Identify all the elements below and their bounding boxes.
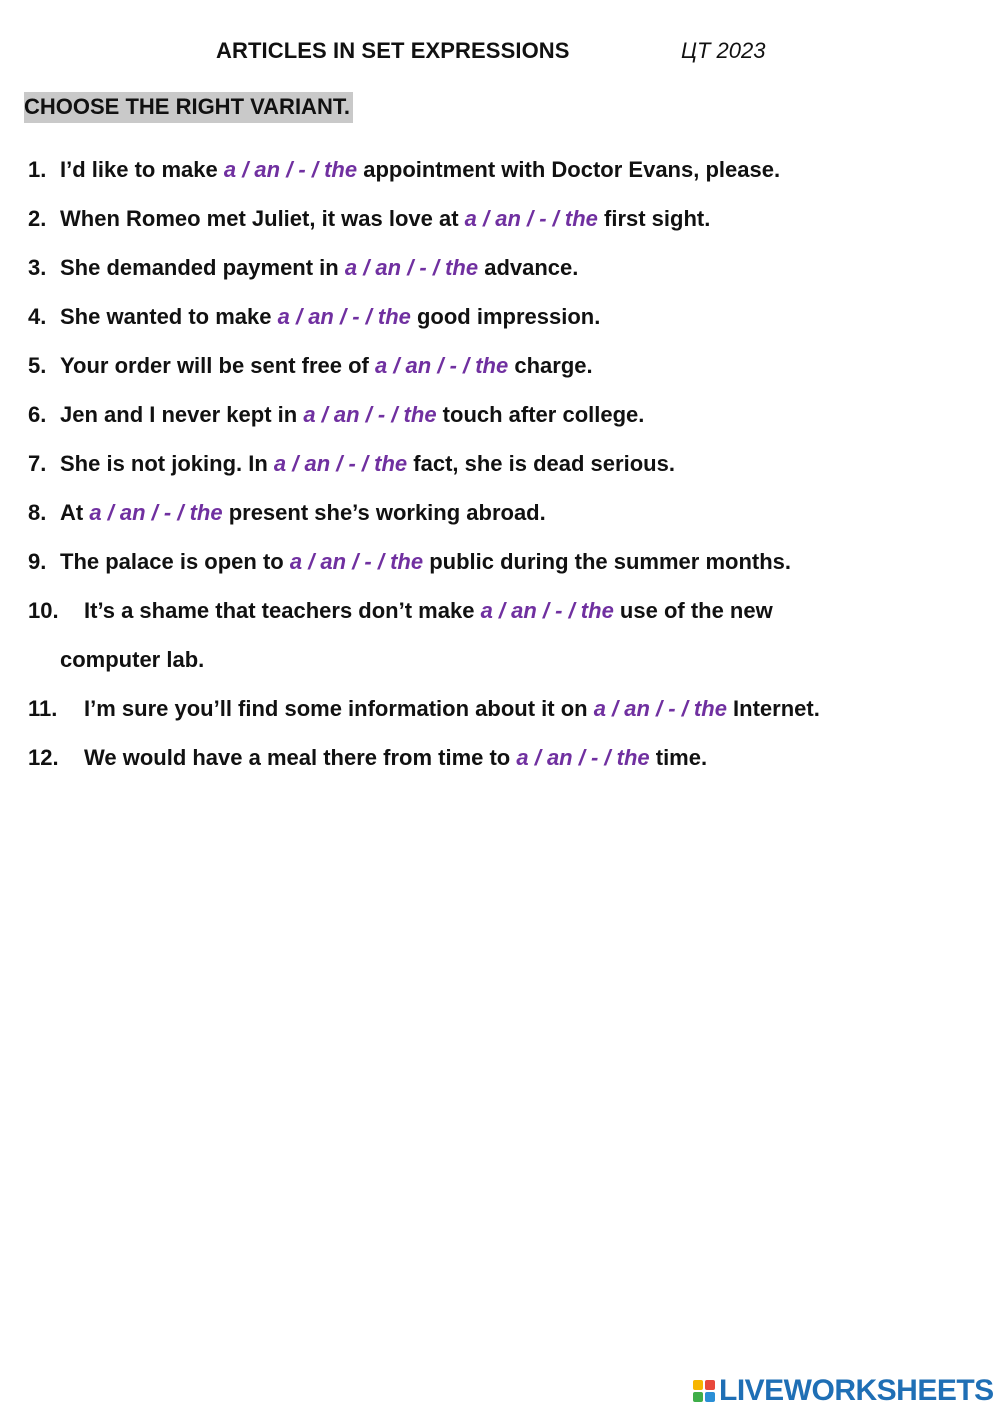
exercise-item <box>28 733 978 782</box>
article-options[interactable]: a / an / - / the <box>289 549 424 574</box>
item-number: 5. <box>28 353 47 378</box>
article-options[interactable]: a / an / - / the <box>344 255 479 280</box>
item-number: 3. <box>28 255 47 280</box>
exercise-item <box>28 292 978 341</box>
item-text-after: advance. <box>478 255 579 280</box>
exercise-item <box>28 684 978 733</box>
item-text <box>84 684 978 733</box>
item-text <box>60 488 978 537</box>
item-text <box>60 341 978 390</box>
item-text-after: good impression. <box>410 304 601 329</box>
article-options[interactable]: a / an / - / the <box>464 206 598 231</box>
exercise-item <box>28 586 978 635</box>
item-number: 12. <box>28 745 59 770</box>
item-text-after: public during the summer months. <box>423 549 792 574</box>
item-text-before: She wanted to make <box>60 304 278 329</box>
item-number: 9. <box>28 549 47 574</box>
item-number: 6. <box>28 402 47 427</box>
exercise-item <box>28 488 978 537</box>
item-text <box>60 537 978 586</box>
brand-name: LIVEWORKSHEETS <box>719 1374 994 1407</box>
item-text <box>84 733 978 782</box>
item-text-continuation: computer lab. <box>60 647 205 672</box>
article-options[interactable]: a / an / - / the <box>516 745 650 770</box>
item-text <box>60 145 978 194</box>
logo-square-icon <box>705 1380 715 1390</box>
article-options[interactable]: a / an / - / the <box>374 353 509 378</box>
exercise-item <box>28 145 978 194</box>
logo-square-icon <box>693 1380 703 1390</box>
item-text-before: Jen and I never kept in <box>60 402 304 427</box>
item-text-after: time. <box>649 745 708 770</box>
item-text-before: I’m sure you’ll find some information about it on <box>84 696 594 721</box>
item-number: 2. <box>28 206 47 231</box>
article-options[interactable]: a / an / - / the <box>277 304 411 329</box>
item-number: 11. <box>28 696 58 721</box>
liveworksheets-logo[interactable] <box>693 1374 994 1408</box>
item-text <box>60 194 978 243</box>
item-text <box>60 243 978 292</box>
item-number: 8. <box>28 500 47 525</box>
article-options[interactable]: a / an / - / the <box>273 451 408 476</box>
exercise-item <box>28 194 978 243</box>
item-text <box>60 292 978 341</box>
item-text-after: Internet. <box>726 696 820 721</box>
logo-square-icon <box>693 1392 703 1402</box>
exercise-item <box>28 390 978 439</box>
worksheet-title: ARTICLES IN SET EXPRESSIONS <box>216 38 570 63</box>
article-options[interactable]: a / an / - / the <box>480 598 614 623</box>
instruction-heading: CHOOSE THE RIGHT VARIANT. <box>24 92 353 123</box>
article-options[interactable]: a / an / - / the <box>303 402 437 427</box>
exercise-item <box>28 439 978 488</box>
item-text-after: present she’s working abroad. <box>222 500 546 525</box>
item-text-after: appointment with Doctor Evans, please. <box>357 157 781 182</box>
item-number: 4. <box>28 304 47 329</box>
item-text-before: When Romeo met Juliet, it was love at <box>60 206 465 231</box>
item-text-after: fact, she is dead serious. <box>407 451 675 476</box>
item-text <box>60 390 978 439</box>
item-text-before: Your order will be sent free of <box>60 353 375 378</box>
item-text-before: She demanded payment in <box>60 255 345 280</box>
exercise-item-continuation <box>28 635 978 684</box>
item-text <box>60 439 978 488</box>
item-text-after: use of the new <box>613 598 773 623</box>
exercise-item <box>28 243 978 292</box>
item-text-before: The palace is open to <box>60 549 290 574</box>
item-number: 10. <box>28 598 59 623</box>
logo-icon <box>693 1380 715 1402</box>
article-options[interactable]: a / an / - / the <box>89 500 223 525</box>
item-text-before: At <box>60 500 90 525</box>
exam-label: ЦТ 2023 <box>681 38 766 63</box>
exercise-list <box>28 145 978 782</box>
logo-square-icon <box>705 1392 715 1402</box>
item-text-after: first sight. <box>597 206 711 231</box>
exercise-item <box>28 537 978 586</box>
item-text-before: We would have a meal there from time to <box>84 745 517 770</box>
worksheet-header <box>0 38 1000 68</box>
item-number: 7. <box>28 451 47 476</box>
exercise-item <box>28 341 978 390</box>
item-text-before: She is not joking. In <box>60 451 274 476</box>
item-text-after: touch after college. <box>436 402 645 427</box>
article-options[interactable]: a / an / - / the <box>223 157 358 182</box>
item-number: 1. <box>28 157 47 182</box>
item-text <box>84 586 978 635</box>
item-text-before: I’d like to make <box>60 157 224 182</box>
article-options[interactable]: a / an / - / the <box>593 696 727 721</box>
item-text-after: charge. <box>508 353 593 378</box>
item-text-before: It’s a shame that teachers don’t make <box>84 598 481 623</box>
